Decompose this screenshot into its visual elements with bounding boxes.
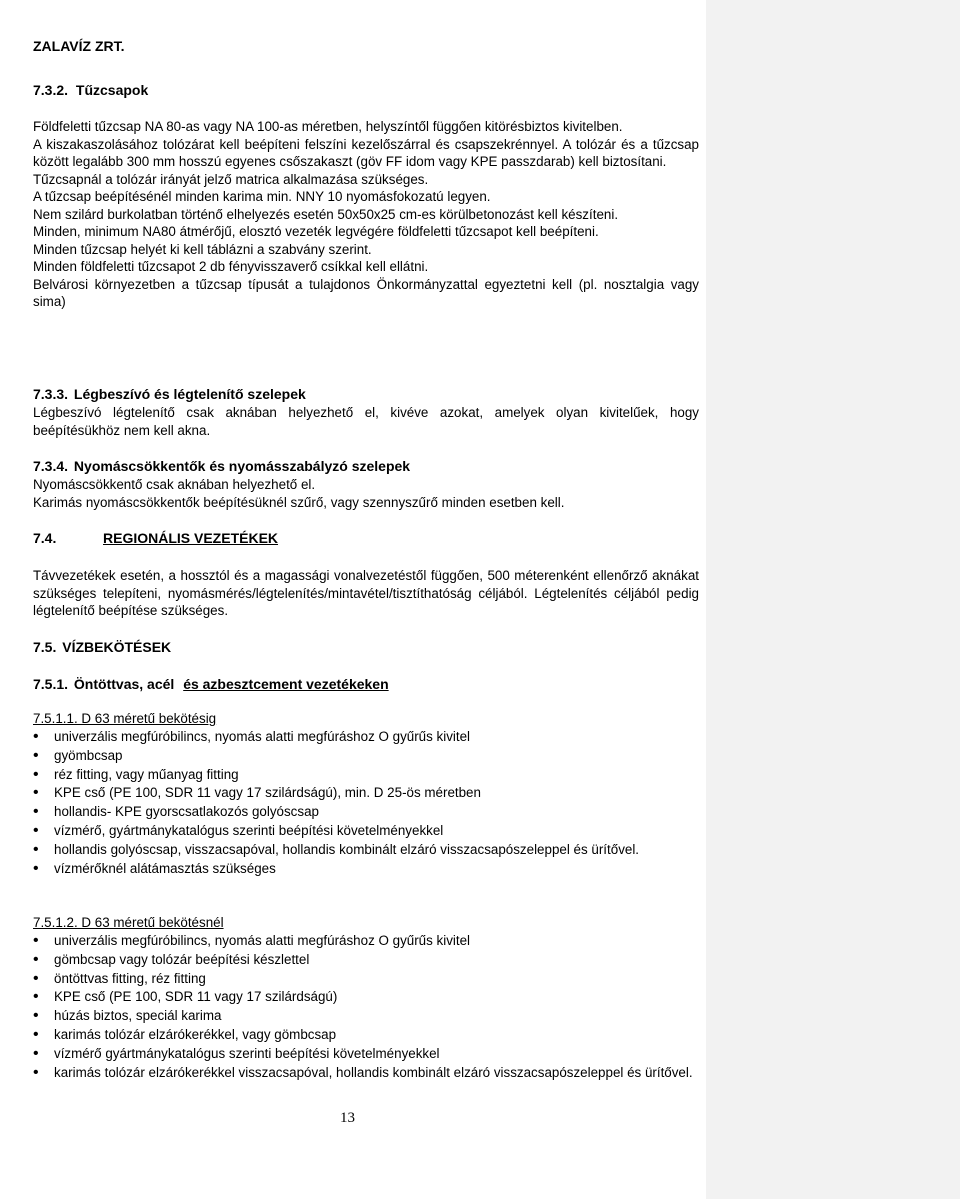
section-body-7-3-2: [33, 118, 699, 311]
list-item: • gömbcsap vagy tolózár beépítési készlettel: [33, 951, 699, 970]
paragraph: Nyomáscsökkentő csak aknában helyezhető el.: [33, 477, 316, 492]
subsection-title: 7.5.1.1. D 63 méretű bekötésig: [33, 711, 217, 726]
section-heading-7-3-3: [33, 386, 306, 402]
comment-margin-pane: [706, 0, 960, 1199]
bullet-list-7-5-1-2: [33, 932, 699, 1082]
paragraph: A tűzcsap beépítésénél minden karima min. NNY 10 nyomásfokozatú legyen.: [33, 189, 491, 204]
section-title: Nyomáscsökkentők és nyomásszabályzó szelepek: [73, 458, 411, 474]
list-item: • öntöttvas fitting, réz fitting: [33, 970, 699, 989]
list-item: • hollandis golyóscsap, visszacsapóval, hollandis kombinált elzáró visszacsapószeleppel és ürítővel.: [33, 841, 699, 860]
list-item: • univerzális megfúróbilincs, nyomás alatti megfúráshoz O gyűrűs kivitel: [33, 932, 699, 951]
list-item: • KPE cső (PE 100, SDR 11 vagy 17 szilárdságú): [33, 988, 699, 1007]
section-title: VÍZBEKÖTÉSEK: [62, 639, 172, 655]
list-item: • vízmérő, gyártmánykatalógus szerinti beépítési követelményekkel: [33, 822, 699, 841]
list-item: • hollandis- KPE gyorscsatlakozós golyóscsap: [33, 803, 699, 822]
paragraph: A kiszakaszolásához tolózárat kell beépíteni felszíni kezelőszárral és csapszekrénnyel. A tolózár és a tűzcsap között legalább 300 mm hosszú egyenes csőszakaszt (göv FF idom vagy KPE passzdarab) kell biztosítani.: [33, 136, 699, 169]
list-item: • húzás biztos, speciál karima: [33, 1007, 699, 1026]
section-heading-7-5-1: [33, 676, 389, 692]
section-number: 7.3.3.: [33, 386, 69, 402]
paragraph: Légbeszívó légtelenítő csak aknában helyezhető el, kivéve azokat, amelyek olyan kivitelűek, hogy beépítésükhöz nem kell akna.: [33, 405, 699, 438]
paragraph: Minden földfeletti tűzcsapot 2 db fényvisszaverő csíkkal kell ellátni.: [33, 259, 429, 274]
section-number: 7.3.2.: [33, 82, 69, 98]
paragraph: Karimás nyomáscsökkentők beépítésüknél szűrő, vagy szennyszűrő minden esetben kell.: [33, 494, 565, 510]
section-body-7-3-4: [33, 476, 699, 511]
paragraph: Nem szilárd burkolatban történő elhelyezés esetén 50x50x25 cm-es körülbetonozást kell készíteni.: [33, 206, 619, 222]
section-title: Tűzcsapok: [75, 82, 149, 98]
section-number: 7.5.: [33, 639, 57, 655]
bullet-list-7-5-1-1: [33, 728, 699, 878]
company-header: ZALAVÍZ ZRT.: [33, 38, 125, 54]
section-title: REGIONÁLIS VEZETÉKEK: [103, 530, 279, 546]
section-title-underlined: és azbesztcement vezetékeken: [183, 676, 389, 692]
paragraph: Minden, minimum NA80 átmérőjű, elosztó vezeték legvégére földfeletti tűzcsapot kell beépíteni.: [33, 224, 599, 239]
list-item: • univerzális megfúróbilincs, nyomás alatti megfúráshoz O gyűrűs kivitel: [33, 728, 699, 747]
section-heading-7-5: [33, 639, 171, 655]
list-item: • réz fitting, vagy műanyag fitting: [33, 766, 699, 785]
list-item: • karimás tolózár elzárókerékkel, vagy gömbcsap: [33, 1026, 699, 1045]
paragraph: Tűzcsapnál a tolózár irányát jelző matrica alkalmazása szükséges.: [33, 171, 429, 187]
subsection-heading-7-5-1-2: [33, 915, 224, 930]
section-number: 7.3.4.: [33, 458, 69, 474]
section-title: Öntöttvas, acél: [73, 676, 175, 692]
paragraph: Távvezetékek esetén, a hossztól és a magassági vonalvezetéstől függően, 500 méterenként ellenőrző aknákat szükséges telepíteni, nyomásmérés/légtelenítés/mintavétel/tisztíthatóság céljából. Légtelenítés céljából pedig légtelenítő beépítése szükséges.: [33, 568, 699, 618]
section-title: Légbeszívó és légtelenítő szelepek: [73, 386, 306, 402]
section-body-7-3-3: [33, 404, 699, 439]
paragraph: Belvárosi környezetben a tűzcsap típusát a tulajdonos Önkormányzattal egyeztetni kell (pl. nosztalgia vagy sima): [33, 276, 699, 309]
list-item: • KPE cső (PE 100, SDR 11 vagy 17 szilárdságú), min. D 25-ös méretben: [33, 784, 699, 803]
section-heading-7-3-4: [33, 458, 410, 474]
paragraph: Minden tűzcsap helyét ki kell táblázni a szabvány szerint.: [33, 241, 372, 257]
section-heading-7-3-2: [33, 82, 148, 98]
section-number: 7.4.: [33, 530, 57, 546]
section-heading-7-4: [33, 530, 279, 546]
list-item: • vízmérő gyártmánykatalógus szerinti beépítési követelményekkel: [33, 1045, 699, 1064]
page-number: 13: [340, 1110, 355, 1126]
section-number: 7.5.1.: [33, 676, 69, 692]
list-item: • karimás tolózár elzárókerékkel visszacsapóval, hollandis kombinált elzáró visszacsapószeleppel és ürítővel.: [33, 1064, 699, 1083]
list-item: • vízmérőknél alátámasztás szükséges: [33, 860, 699, 879]
subsection-title: 7.5.1.2. D 63 méretű bekötésnél: [33, 915, 224, 930]
paragraph: Földfeletti tűzcsap NA 80-as vagy NA 100-as méretben, helyszíntől függően kitörésbiztos kivitelben.: [33, 119, 623, 134]
section-body-7-4: [33, 567, 699, 620]
list-item: • gyömbcsap: [33, 747, 699, 766]
subsection-heading-7-5-1-1: [33, 711, 216, 726]
